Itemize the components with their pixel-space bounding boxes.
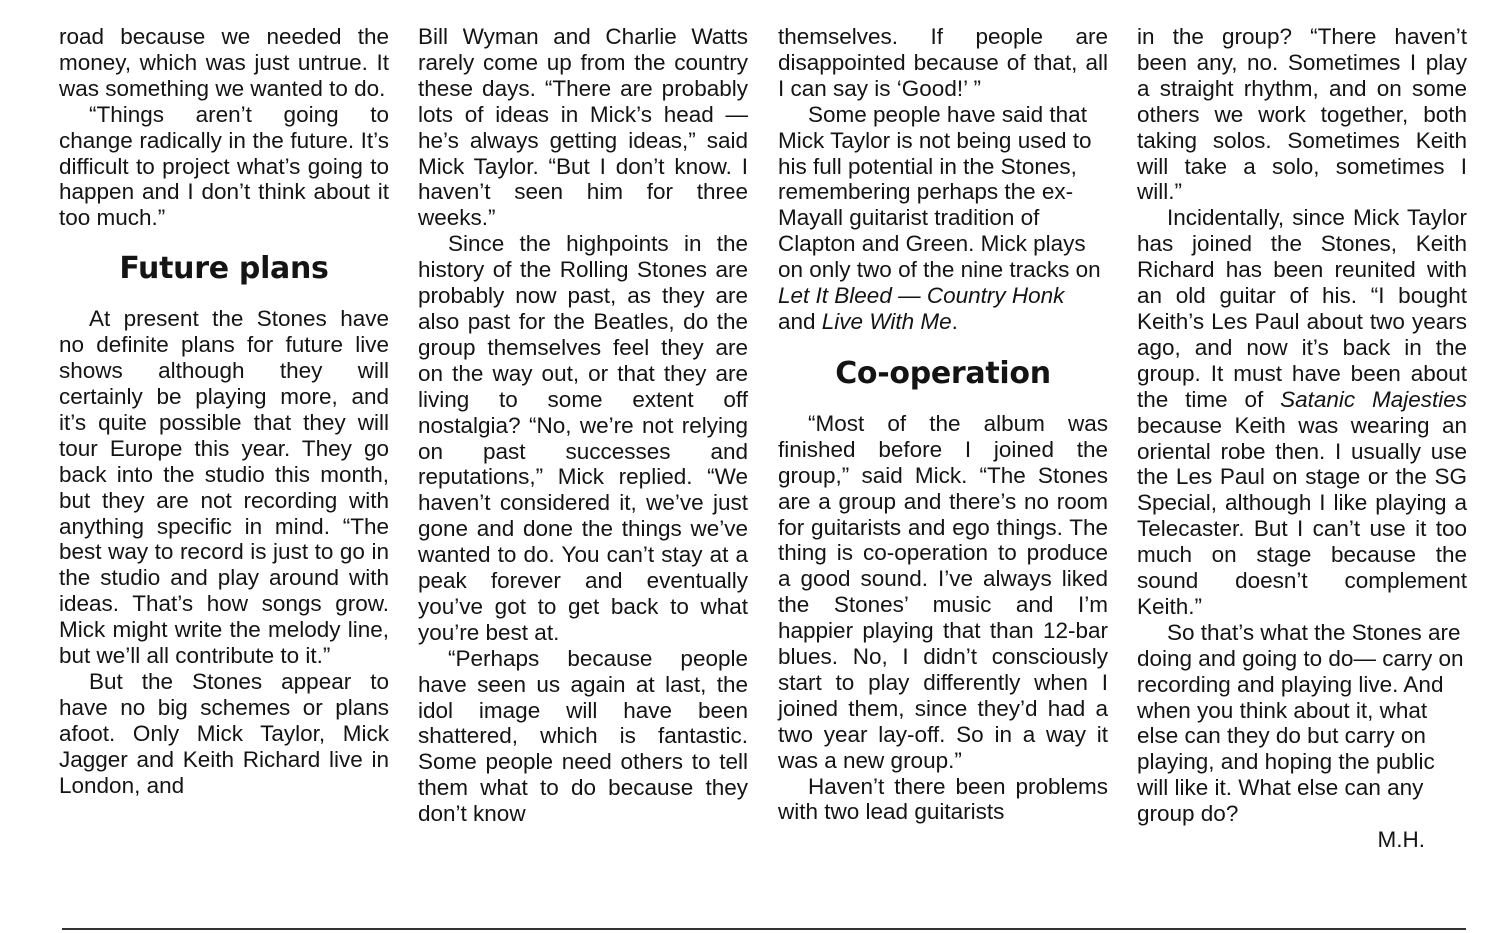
paragraph [1137,205,1467,620]
column-3 [778,24,1108,825]
column-2 [418,24,748,827]
paragraph: At present the Stones have no definite plans for future live shows although they will certainly be playing more, and it’s quite possible that they will tour Europe this year. They go back into the studio this month, but they are not recording with anything specific in mind. “The best way to record is just to go in the studio and play around with ideas. That’s how songs grow. Mick might write the melody line, but we’ll all contribute to it.” [59,306,389,669]
paragraph: So that’s what the Stones are doing and going to do— carry on recording and playing live. And when you think about it, what else can they do but carry on playing, and hoping the public will like it. What else can any group do? [1137,619,1464,827]
paragraph: Bill Wyman and Charlie Watts rarely come up from the country these days. “There are probably lots of ideas in Mick’s head — he’s always getting ideas,” said Mick Taylor. “But I don’t know. I haven’t seen him for three weeks.” [418,24,748,231]
paragraph: “Things aren’t going to change radically in the future. It’s difficult to project what’s going to happen and I don’t think about it too much.” [59,101,389,231]
paragraph: Since the highpoints in the history of the Rolling Stones are probably now past, as they are also past for the Beatles, do the group themselves feel they are on the way out, or that they are living to some extent off nostalgia? “No, we’re not relying on past successes and reputations,” Mick replied. “We haven’t considered it, we’ve just gone and done the things we’ve wanted to do. You can’t stay at a peak forever and eventually you’ve got to get back to what you’re best at. [418,231,748,645]
paragraph: “Perhaps because people have seen us again at last, the idol image will have been shattered, which is fantastic. Some people need others to tell them what to do because they don’t know [418,645,748,827]
column-4 [1137,24,1467,853]
song-title: Let It Bleed — Country Honk [778,283,1065,309]
section-heading-co-operation: Co-operation [835,355,1051,391]
paragraph: themselves. If people are disappointed because of that, all I can say is ‘Good!’ ” [778,24,1108,101]
paragraph: road because we needed the money, which was just untrue. It was something we wanted to do. [59,24,389,101]
paragraph: in the group? “There haven’t been any, no. Sometimes I play a straight rhythm, and on some others we work together, both taking solos. Sometimes Keith will take a solo, sometimes I will.” [1137,24,1467,205]
bottom-rule [62,928,1466,930]
text-span: Incidentally, since Mick Taylor has joined the Stones, Keith Richard has been reunited with an old guitar of his. “I bought Keith’s Les Paul about two years ago, and now it’s back in the group. It must have been about the time of [1137,205,1467,412]
paragraph [778,102,1108,335]
paragraph: But the Stones appear to have no big schemes or plans afoot. Only Mick Taylor, Mick Jagger and Keith Richard live in London, and [59,668,389,798]
song-title: Live With Me [821,308,952,334]
paragraph: Haven’t there been problems with two lead guitarists [778,773,1108,825]
text-span: because Keith was wearing an oriental robe then. I usually use the Les Paul on stage or the SG Special, although I like playing a Telecaster. But I can’t use it too much on stage because the sound doesn’t complement Keith.” [1137,412,1467,619]
author-signature: M.H. [1377,827,1425,853]
text-span: Some people have said that Mick Taylor is not being used to his full potential in the Stones, remembering perhaps the ex-Mayall guitarist tradition of Clapton and Green. Mick plays on only two of the nine tracks on [778,101,1101,283]
section-heading-future-plans: Future plans [119,251,329,287]
column-1 [59,24,389,798]
album-title: Satanic Majesties [1280,386,1467,412]
text-span: . [951,308,958,334]
text-span: and [778,308,822,334]
paragraph: “Most of the album was finished before I joined the group,” said Mick. “The Stones are a group and there’s no room for guitarists and ego things. The thing is co-operation to produce a good sound. I’ve always liked the Stones’ music and I’m happier playing that than 12-bar blues. No, I didn’t consciously start to play differently when I joined them, since they’d had a two year lay-off. So in a way it was a new group.” [778,410,1108,773]
